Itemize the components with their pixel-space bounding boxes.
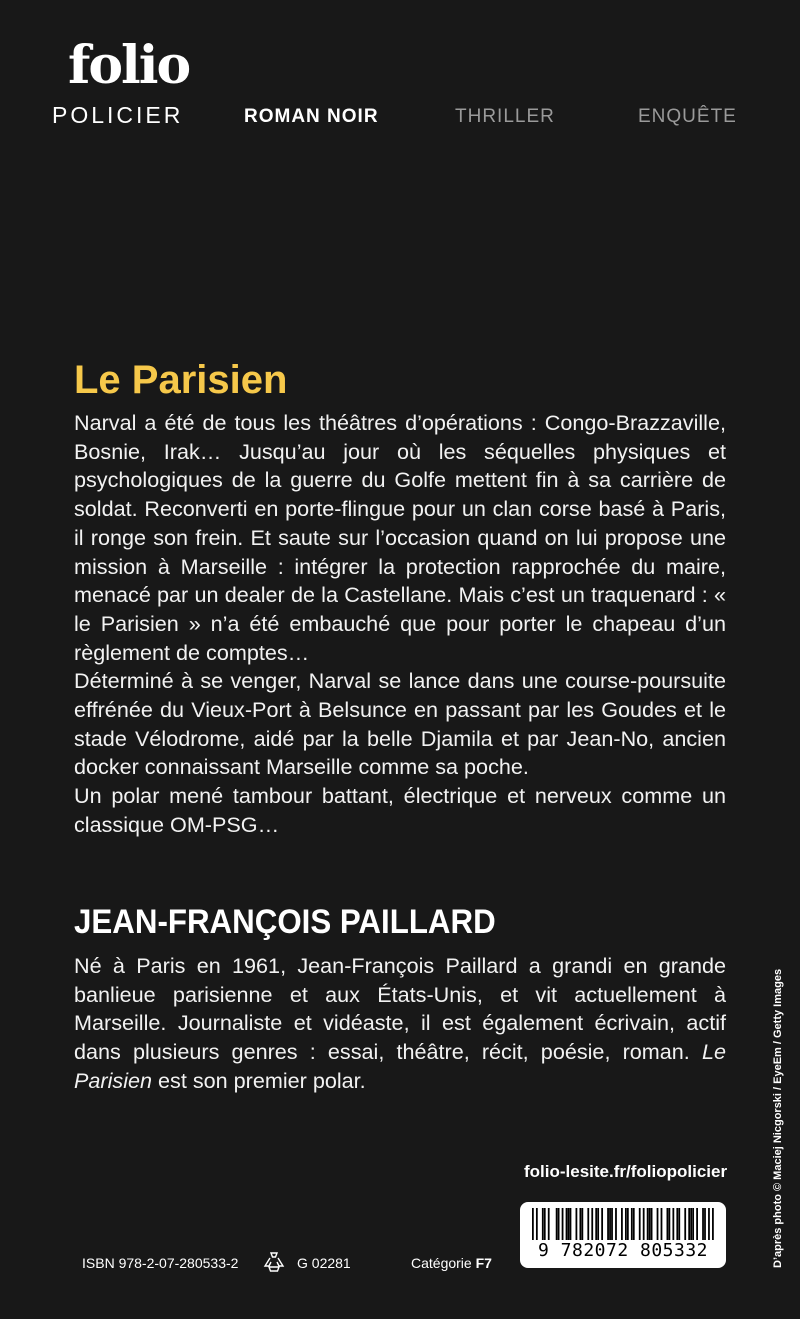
barcode-bar — [688, 1208, 690, 1240]
barcode-bar — [595, 1208, 597, 1240]
book-title: Le Parisien — [74, 358, 288, 402]
barcode-bar — [556, 1208, 558, 1240]
category-value: F7 — [475, 1255, 492, 1271]
barcode-bar — [692, 1208, 694, 1240]
barcode-bar — [587, 1208, 589, 1240]
category-label: Catégorie — [411, 1255, 476, 1271]
synopsis-paragraph: Un polar mené tambour battant, électrique et nerveux comme un classique OM-PSG… — [74, 783, 726, 837]
barcode-bar — [633, 1208, 635, 1240]
barcode-bar — [570, 1208, 572, 1240]
barcode-bar — [631, 1208, 633, 1240]
barcode-bar — [684, 1208, 686, 1240]
barcode-bar — [566, 1208, 568, 1240]
barcode-bar — [643, 1208, 645, 1240]
barcode-bar — [607, 1208, 609, 1240]
synopsis — [74, 409, 726, 840]
barcode-bar — [649, 1208, 651, 1240]
barcode-bar — [532, 1208, 534, 1240]
folio-logo: folio — [68, 35, 190, 96]
barcode-bar — [712, 1208, 714, 1240]
barcode-bar — [669, 1208, 671, 1240]
barcode-bar — [597, 1208, 599, 1240]
bio-text: Né à Paris en 1961, Jean-François Paillard a grandi en grande banlieue parisienne et aux États-Unis, et vit actuellement à Marseille. Journaliste et vidéaste, il est également écrivain, actif dans plusieurs genres : essai, théâtre, récit, poésie, roman. — [74, 953, 726, 1065]
barcode-bar — [667, 1208, 669, 1240]
synopsis-paragraph: Déterminé à se venger, Narval se lance dans une course-poursuite effrénée du Vieux-Port à Belsunce en passant par les Goudes et le stade Vélodrome, aidé par la belle Djamila et par Jean-No, ancien docker connaissant Marseille comme sa poche. — [74, 668, 726, 780]
barcode-bar — [690, 1208, 692, 1240]
barcode-bar — [601, 1208, 603, 1240]
barcode — [520, 1202, 726, 1268]
barcode-bar — [562, 1208, 564, 1240]
author-name: JEAN-FRANÇOIS PAILLARD — [74, 903, 496, 941]
barcode-bar — [702, 1208, 704, 1240]
barcode-bar — [625, 1208, 627, 1240]
barcode-bar — [672, 1208, 674, 1240]
g-code: G 02281 — [297, 1255, 351, 1271]
policier-logo-text: POLICIER — [52, 102, 184, 128]
barcode-bar — [661, 1208, 663, 1240]
barcode-bar — [621, 1208, 623, 1240]
recycle-icon — [262, 1250, 286, 1274]
barcode-bar — [639, 1208, 641, 1240]
isbn: ISBN 978-2-07-280533-2 — [82, 1255, 239, 1271]
barcode-bar — [558, 1208, 560, 1240]
barcode-bar — [676, 1208, 678, 1240]
barcode-bar — [704, 1208, 706, 1240]
barcode-bar — [678, 1208, 680, 1240]
barcode-bar — [708, 1208, 710, 1240]
barcode-bar — [542, 1208, 544, 1240]
barcode-bar — [591, 1208, 593, 1240]
website-link[interactable]: folio-lesite.fr/foliopolicier — [524, 1162, 728, 1181]
barcode-bar — [657, 1208, 659, 1240]
barcode-bar — [536, 1208, 538, 1240]
genre-roman-noir: ROMAN NOIR — [244, 106, 379, 127]
barcode-bar — [568, 1208, 570, 1240]
barcode-bars — [532, 1208, 714, 1240]
barcode-bar — [615, 1208, 617, 1240]
barcode-bar — [581, 1208, 583, 1240]
bio-text-end: est son premier polar. — [152, 1067, 366, 1093]
genre-thriller: THRILLER — [455, 106, 555, 127]
barcode-bar — [651, 1208, 653, 1240]
genre-enquete: ENQUÊTE — [638, 106, 737, 127]
barcode-bar — [544, 1208, 546, 1240]
author-bio — [74, 952, 726, 1096]
barcode-bar — [611, 1208, 613, 1240]
bio-book-title: Le Parisien — [74, 1039, 727, 1093]
barcode-bar — [579, 1208, 581, 1240]
synopsis-paragraph: Narval a été de tous les théâtres d’opérations : Congo-Brazzaville, Bosnie, Irak… Jusqu’au jour où les séquelles physiques et psychologiques de la guerre du Golfe mettent fin à sa carrière de soldat. Reconverti en porte-flingue pour un clan corse basé à Paris, il ronge son frein. Et saute sur l’occasion quand on lui propose une mission à Marseille : intégrer la protection rapprochée du maire, menacé par un dealer de la Castellane. Mais c’est un traquenard : « le Parisien » n’a été embauché que pour porter le chapeau d’un règlement de comptes… — [74, 410, 726, 665]
barcode-bar — [548, 1208, 550, 1240]
category — [411, 1255, 492, 1271]
barcode-digits: 9 782072 805332 — [537, 1240, 709, 1261]
barcode-bar — [696, 1208, 698, 1240]
barcode-bar — [627, 1208, 629, 1240]
barcode-bar — [609, 1208, 611, 1240]
barcode-bar — [647, 1208, 649, 1240]
photo-credit: D’après photo © Maciej Nicgorski / EyeEm / Getty Images — [772, 968, 784, 1268]
barcode-bar — [576, 1208, 578, 1240]
